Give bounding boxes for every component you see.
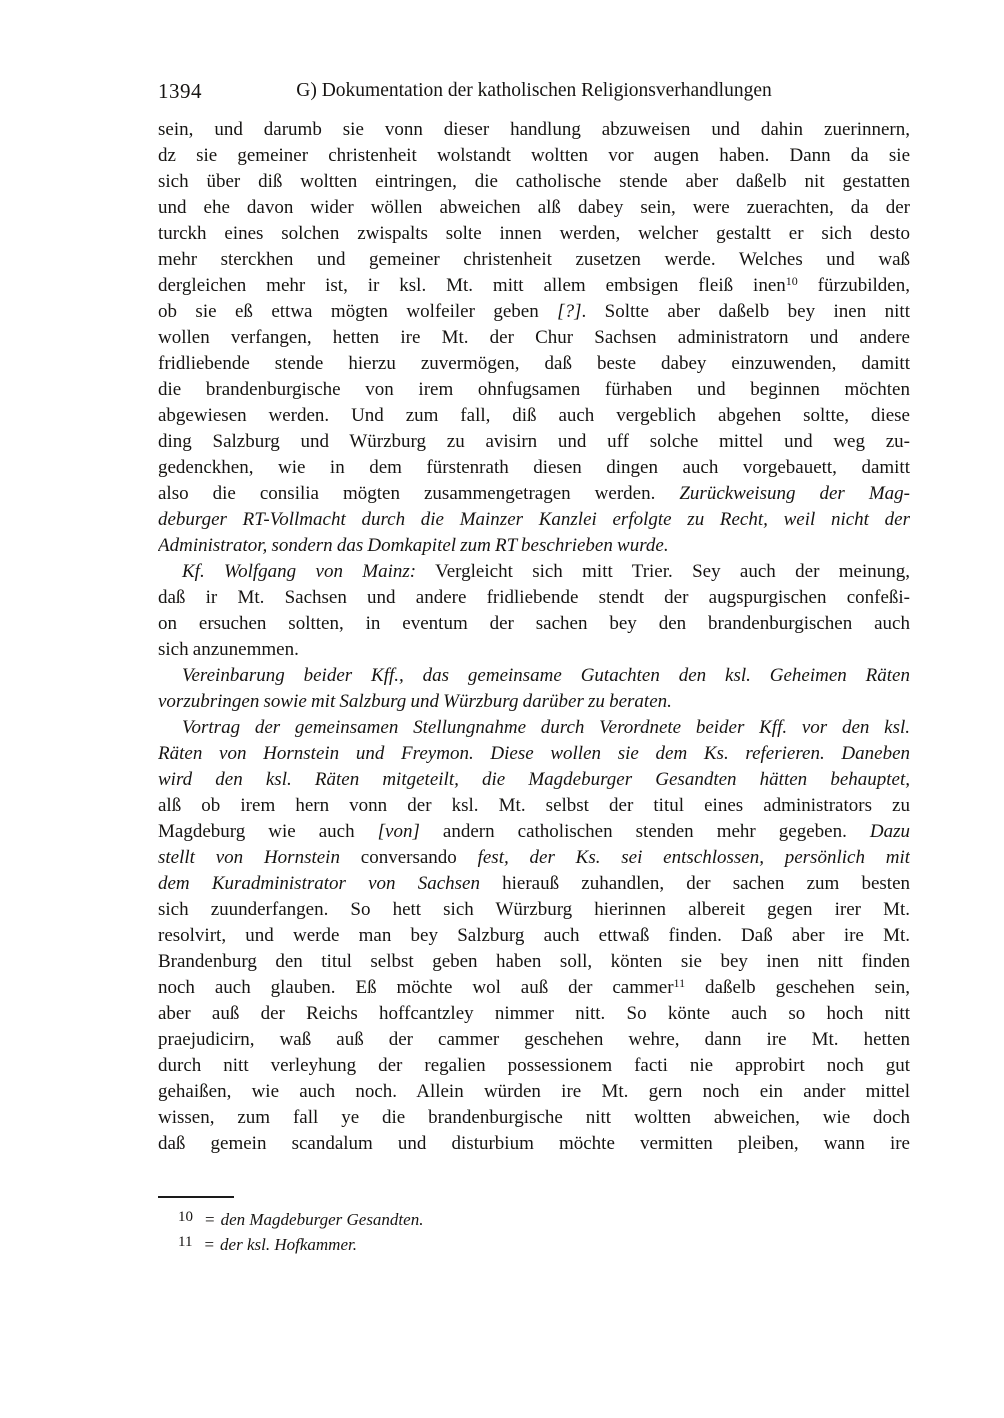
text-line xyxy=(158,403,910,429)
italic-text: Räten von Hornstein und Freymon. Diese wollen sie dem Ks. referieren. Daneben xyxy=(158,743,910,764)
roman-text: durch nitt verleyhung der regalien possessionem facti nie approbirt noch gut xyxy=(158,1055,910,1076)
roman-text: und ehe davon wider wöllen abweichen alß dabey sein, were zuerachten, da der xyxy=(158,197,910,218)
italic-text: deburger RT-Vollmacht durch die Mainzer Kanzlei erfolgte zu Recht, weil nicht der xyxy=(158,509,910,530)
text-line xyxy=(158,1053,910,1079)
roman-text: alß ob irem hern vonn der ksl. Mt. selbst der titul eines administrators zu xyxy=(158,795,910,816)
text-line xyxy=(158,143,910,169)
roman-text: ob sie eß ettwa mögten wolfeiler geben xyxy=(158,301,558,322)
roman-text: andern catholischen stenden mehr gegeben. xyxy=(419,821,870,842)
text-line xyxy=(158,611,910,637)
text-line xyxy=(158,247,910,273)
page-header xyxy=(158,78,910,104)
roman-text: Magdeburg wie auch xyxy=(158,821,378,842)
roman-text: daß ir Mt. Sachsen und andere fridliebende stendt der augspurgischen confeßi- xyxy=(158,587,910,608)
footnote-number: 10 xyxy=(178,1209,193,1225)
text-line xyxy=(158,299,910,325)
text-line xyxy=(158,741,910,767)
roman-text: sich über diß woltten eintringen, die catholische stende aber daßelb nit gestatten xyxy=(158,171,910,192)
text-line xyxy=(158,793,910,819)
italic-text: fest, der Ks. sei entschlossen, persönlich mit xyxy=(477,847,910,868)
roman-text: mehr sterckhen und gemeiner christenheit zusetzen werde. Welches und waß xyxy=(158,249,910,270)
footnote-equals: = xyxy=(205,1210,215,1229)
italic-text: Zurückweisung der Mag- xyxy=(679,483,910,504)
roman-text: gedenckhen, wie in dem fürstenrath diesen dingen auch vorgebauett, damitt xyxy=(158,457,910,478)
roman-text: also die consilia mögten zusammengetragen werden. xyxy=(158,483,680,504)
roman-text: daßelb geschehen sein, xyxy=(685,977,910,998)
text-line xyxy=(158,949,910,975)
text-line xyxy=(158,715,910,741)
text-line xyxy=(158,533,910,559)
footnote-rule xyxy=(158,1196,234,1198)
footnote-text: den Magdeburger Gesandten. xyxy=(220,1210,424,1229)
text-line xyxy=(158,923,910,949)
text-line xyxy=(158,221,910,247)
text-line xyxy=(158,195,910,221)
roman-text: Vergleicht sich mitt Trier. Sey auch der meinung, xyxy=(416,561,910,582)
footnote-item xyxy=(158,1205,910,1230)
text-line xyxy=(158,455,910,481)
text-line xyxy=(158,507,910,533)
text-line xyxy=(158,585,910,611)
roman-text: noch auch glauben. Eß möchte wol auß der cammer xyxy=(158,977,674,998)
roman-text: fürzubilden, xyxy=(797,275,910,296)
page-number: 1394 xyxy=(158,79,202,103)
roman-text: dz sie gemeiner christenheit wolstandt woltten vor augen haben. Dann da sie xyxy=(158,145,910,166)
italic-text: dem Kuradministrator von Sachsen xyxy=(158,873,503,894)
roman-text: wollen verfangen, hetten ire Mt. der Chur Sachsen administratorn und andere xyxy=(158,327,910,348)
text-line xyxy=(158,559,910,585)
roman-text: sich zuunderfangen. So hett sich Würzburg hierinnen albereit gegen irer Mt. xyxy=(158,899,910,920)
roman-text: resolvirt, und werde man bey Salzburg auch ettwaß finden. Daß aber ire Mt. xyxy=(158,925,910,946)
italic-text: Kf. Wolfgang von Mainz: xyxy=(182,561,417,582)
footnote-list xyxy=(158,1205,910,1255)
text-line xyxy=(158,117,910,143)
footnote-equals: = xyxy=(204,1235,215,1254)
roman-text: die brandenburgische von irem ohnfugsamen fürhaben und beginnen möchten xyxy=(158,379,910,400)
italic-text: [?] xyxy=(557,301,582,322)
italic-text: stellt von Hornstein xyxy=(158,847,361,868)
italic-text: Vortrag der gemeinsamen Stellungnahme durch Verordnete beider Kff. vor den ksl. xyxy=(182,717,910,738)
roman-text: Brandenburg den titul selbst geben haben soll, könten sie bey inen nitt finden xyxy=(158,951,910,972)
text-line xyxy=(158,325,910,351)
text-line xyxy=(158,1105,910,1131)
roman-text: hierauß zuhandlen, der sachen zum besten xyxy=(502,873,910,894)
footnote-item xyxy=(158,1230,910,1255)
roman-text: gehaißen, wie auch noch. Allein würden ire Mt. gern noch ein ander mittel xyxy=(158,1081,910,1102)
roman-text: dergleichen mehr ist, ir ksl. Mt. mitt allem embsigen fleiß inen xyxy=(158,275,786,296)
roman-text: ding Salzburg und Würzburg zu avisirn und uff solche mittel und weg zu- xyxy=(158,431,910,452)
text-line xyxy=(158,663,910,689)
footnote-number: 11 xyxy=(178,1234,193,1250)
text-line xyxy=(158,1079,910,1105)
text-line xyxy=(158,689,910,715)
italic-text: [von] xyxy=(377,821,420,842)
footnote-ref: 11 xyxy=(673,976,686,990)
roman-text: praejudicirn, waß auß der cammer geschehen wehre, dann ire Mt. hetten xyxy=(158,1029,910,1050)
text-line xyxy=(158,975,910,1001)
text-line xyxy=(158,871,910,897)
running-header: G) Dokumentation der katholischen Religionsverhandlungen xyxy=(296,80,772,101)
text-line xyxy=(158,897,910,923)
italic-text: Administrator, sondern das Domkapitel zum RT beschrieben wurde. xyxy=(158,535,669,556)
roman-text: turckh eines solchen zwispalts solte innen werden, welcher gestaltt er sich desto xyxy=(158,223,910,244)
body-text xyxy=(158,117,910,1157)
text-line xyxy=(158,169,910,195)
roman-text: conversando xyxy=(360,847,478,868)
roman-text: aber auß der Reichs hoffcantzley nimmer nitt. So könte auch so hoch nitt xyxy=(158,1003,910,1024)
text-line xyxy=(158,637,910,663)
roman-text: daß gemein scandalum und disturbium möchte vermitten pleiben, wann ire xyxy=(158,1133,910,1154)
roman-text: sein, und darumb sie vonn dieser handlung abzuweisen und dahin zuerinnern, xyxy=(158,119,910,140)
roman-text: abgewiesen werden. Und zum fall, diß auch vergeblich abgehen soltte, diese xyxy=(158,405,910,426)
text-line xyxy=(158,1131,910,1157)
text-line xyxy=(158,1001,910,1027)
footnotes xyxy=(158,1196,910,1255)
footnote-text: der ksl. Hofkammer. xyxy=(220,1235,357,1254)
text-line xyxy=(158,273,910,299)
text-line xyxy=(158,819,910,845)
text-line xyxy=(158,377,910,403)
text-line xyxy=(158,845,910,871)
roman-text: wissen, zum fall ye die brandenburgische nitt woltten abweichen, wie doch xyxy=(158,1107,910,1128)
roman-text: sich anzunemmen. xyxy=(158,639,299,660)
italic-text: Dazu xyxy=(869,821,910,842)
text-line xyxy=(158,429,910,455)
roman-text: . Soltte aber daßelb bey inen nitt xyxy=(581,301,910,322)
italic-text: Vereinbarung beider Kff., das gemeinsame Gutachten den ksl. Geheimen Räten xyxy=(182,665,910,686)
italic-text: vorzubringen sowie mit Salzburg und Würzburg darüber zu beraten. xyxy=(158,691,672,712)
roman-text: fridliebende stende hierzu zuvermögen, daß beste dabey einzuwenden, damitt xyxy=(158,353,910,374)
text-line xyxy=(158,767,910,793)
roman-text: on ersuchen soltten, in eventum der sachen bey den brandenburgischen auch xyxy=(158,613,910,634)
footnote-ref: 10 xyxy=(785,274,798,288)
text-line xyxy=(158,351,910,377)
italic-text: wird den ksl. Räten mitgeteilt, die Magdeburger Gesandten hätten behauptet, xyxy=(158,769,910,790)
text-line xyxy=(158,1027,910,1053)
text-line xyxy=(158,481,910,507)
